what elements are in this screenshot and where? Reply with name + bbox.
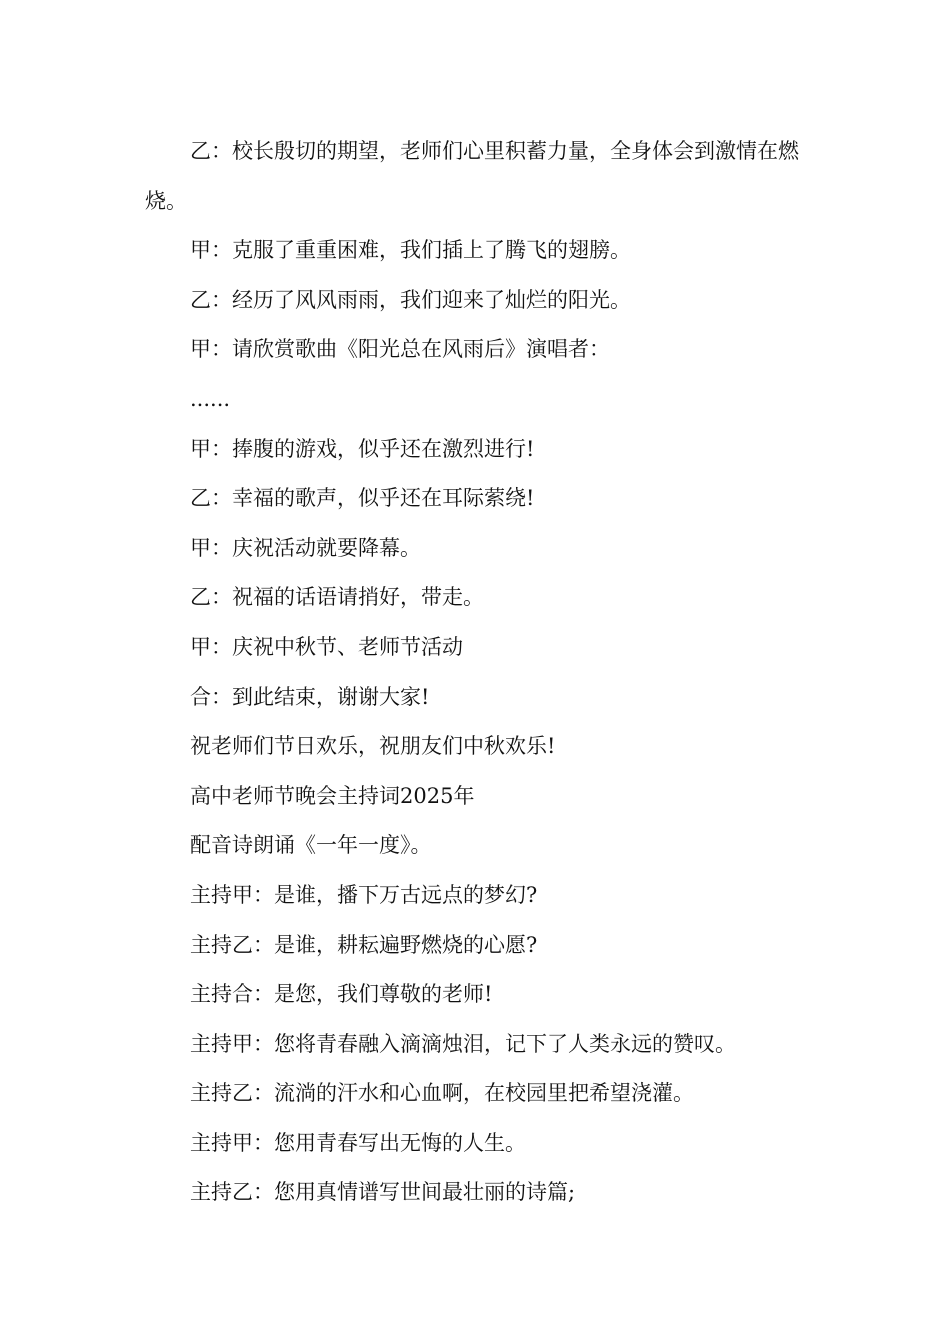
- paragraph-18: 主持甲：您将青春融入滴滴烛泪，记下了人类永远的赞叹。: [190, 1031, 736, 1056]
- paragraph-8: 甲：庆祝活动就要降幕。: [190, 535, 421, 560]
- paragraph-9: 乙：祝福的话语请捎好，带走。: [190, 585, 484, 610]
- paragraph-19: 主持乙：流淌的汗水和心血啊，在校园里把希望浇灌。: [190, 1081, 694, 1106]
- paragraph-6: 甲：捧腹的游戏，似乎还在激烈进行!: [190, 436, 535, 461]
- paragraph-1: 乙：校长殷切的期望，老师们心里积蓄力量，全身体会到激情在燃烧。: [145, 139, 799, 213]
- paragraph-10: 甲：庆祝中秋节、老师节活动: [190, 634, 463, 659]
- paragraph-21: 主持乙：您用真情谱写世间最壮丽的诗篇;: [190, 1180, 576, 1205]
- document-body: [145, 127, 810, 1218]
- paragraph-16: 主持乙：是谁，耕耘遍野燃烧的心愿?: [190, 932, 538, 957]
- paragraph-15: 主持甲：是谁，播下万古远点的梦幻?: [190, 882, 538, 907]
- paragraph-7: 乙：幸福的歌声，似乎还在耳际萦绕!: [190, 486, 535, 511]
- paragraph-4: 甲：请欣赏歌曲《阳光总在风雨后》演唱者：: [190, 337, 610, 362]
- paragraph-3: 乙：经历了风风雨雨，我们迎来了灿烂的阳光。: [190, 287, 631, 312]
- paragraph-11: 合：到此结束，谢谢大家!: [190, 684, 430, 709]
- paragraph-13: 高中老师节晚会主持词2025年: [190, 783, 475, 808]
- paragraph-17: 主持合：是您，我们尊敬的老师!: [190, 982, 493, 1007]
- paragraph-2: 甲：克服了重重困难，我们插上了腾飞的翅膀。: [190, 238, 631, 263]
- paragraph-20: 主持甲：您用青春写出无悔的人生。: [190, 1130, 526, 1155]
- paragraph-14: 配音诗朗诵《一年一度》。: [190, 833, 432, 858]
- paragraph-12: 祝老师们节日欢乐，祝朋友们中秋欢乐!: [190, 734, 556, 759]
- paragraph-5: ......: [190, 386, 231, 411]
